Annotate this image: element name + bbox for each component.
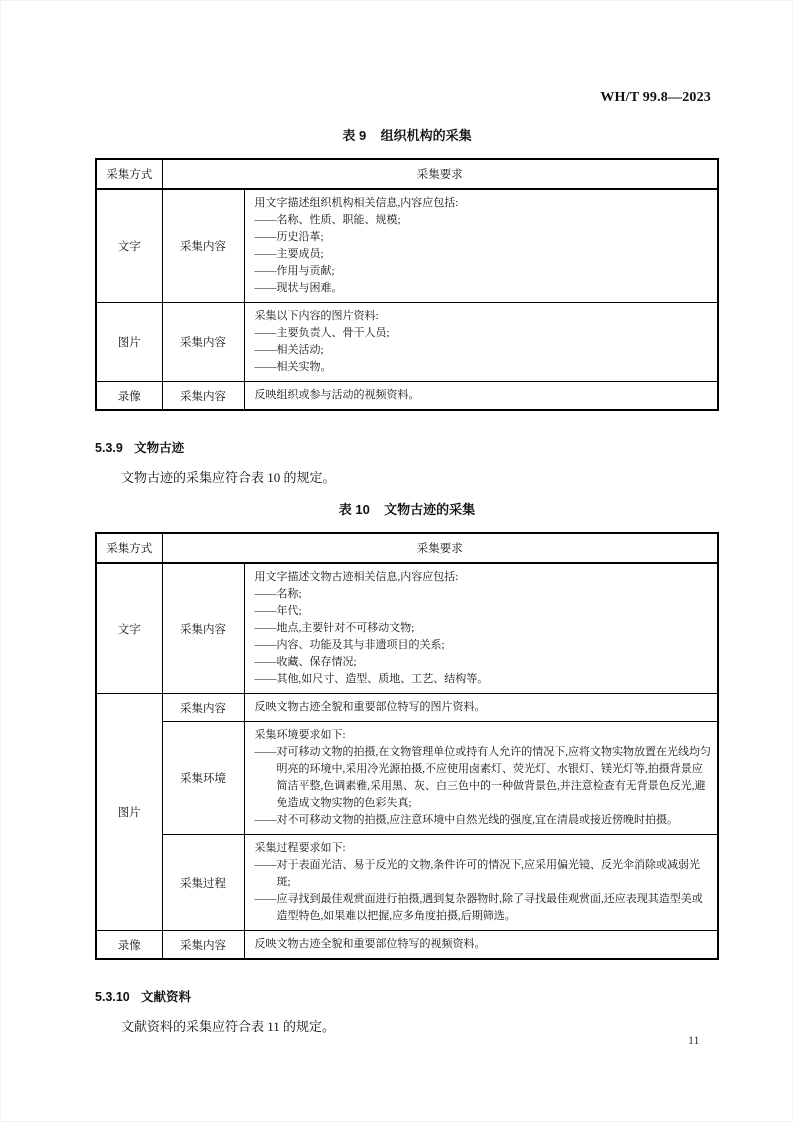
content-line: 采集过程要求如下: [254,842,346,854]
table-header-row [96,159,718,189]
standard-code: WH/T 99.8—2023 [600,90,711,105]
method-cell: 图片 [96,694,162,931]
aspect-cell: 采集过程 [162,835,244,931]
page-content [95,0,719,1036]
content-line: ——对不可移动文物的拍摄,应注意环境中自然光线的强度,宜在清晨或接近傍晚时拍摄。 [254,814,678,826]
aspect-cell: 采集内容 [162,563,244,694]
table-header-row [96,533,718,563]
column-header-method: 采集方式 [96,159,162,189]
section-title: 文献资料 [141,990,192,1004]
content-line: ——主要成员; [254,248,324,260]
table9-title [95,127,719,145]
aspect-cell: 采集内容 [162,382,244,411]
method-cell: 文字 [96,189,162,303]
content-line: 用文字描述组织机构相关信息,内容应包括: [254,197,459,209]
content-line: ——地点,主要针对不可移动文物; [254,622,415,634]
content-line: ——内容、功能及其与非遗项目的关系; [254,639,445,651]
table10-title-label: 表 10 [338,502,370,517]
table-body [96,189,718,410]
table-row [96,694,718,722]
table-row [96,931,718,960]
table-row [96,835,718,931]
table10-collection-of-cultural-relics [95,532,719,960]
section-number: 5.3.9 [95,441,123,455]
content-cell [244,694,718,722]
content-line: 反映文物古迹全貌和重要部位特写的图片资料。 [254,701,486,713]
table9-collection-of-organizations [95,158,719,411]
content-cell [244,303,718,382]
content-cell [244,189,718,303]
aspect-cell: 采集内容 [162,694,244,722]
content-cell [244,722,718,835]
content-line: ——名称、性质、职能、规模; [254,214,401,226]
table-row [96,722,718,835]
table-header [96,533,718,563]
content-line: ——名称; [254,588,302,600]
table9-title-label: 表 9 [342,128,367,143]
content-cell [244,835,718,931]
content-line: ——对可移动文物的拍摄,在文物管理单位或持有人允许的情况下,应将文物实物放置在光线均匀明亮的环境中,采用冷光源拍摄,不应使用卤素灯、荧光灯、水银灯、镁光灯等,拍摄背景应简洁平整,色调素雅,采用黑、灰、白三色中的一种做背景色,并注意检查有无背景色反光,避免造成文物实物的色彩失真; [254,746,711,809]
content-line: ——应寻找到最佳观赏面进行拍摄,遇到复杂器物时,除了寻找最佳观赏面,还应表现其造型美或造型特色,如果难以把握,应多角度拍摄,后期筛选。 [254,893,703,922]
content-line: ——收藏、保存情况; [254,656,357,668]
content-line: 采集环境要求如下: [254,729,346,741]
page-number: 11 [688,1033,700,1047]
content-line: ——现状与困难。 [254,282,343,294]
method-cell: 图片 [96,303,162,382]
content-line: 反映文物古迹全貌和重要部位特写的视频资料。 [254,938,486,950]
content-cell [244,563,718,694]
content-line: ——其他,如尺寸、造型、质地、工艺、结构等。 [254,673,489,685]
content-line: ——相关实物。 [254,361,332,373]
column-header-requirement: 采集要求 [162,533,718,563]
content-line: ——对于表面光洁、易于反光的文物,条件许可的情况下,应采用偏光镜、反光伞消除或减弱光斑; [254,859,700,888]
content-cell [244,382,718,411]
content-line: ——年代; [254,605,302,617]
content-line: ——作用与贡献; [254,265,335,277]
aspect-cell: 采集内容 [162,303,244,382]
table-row [96,189,718,303]
table-row [96,303,718,382]
content-line: 用文字描述文物古迹相关信息,内容应包括: [254,571,459,583]
column-header-requirement: 采集要求 [162,159,718,189]
section-paragraph-5-3-10: 文献资料的采集应符合表 11 的规定。 [121,1019,336,1034]
aspect-cell: 采集内容 [162,931,244,960]
method-cell: 录像 [96,382,162,411]
content-cell [244,931,718,960]
section-paragraph-5-3-9: 文物古迹的采集应符合表 10 的规定。 [121,470,336,485]
section-title: 文物古迹 [134,441,185,455]
table-header [96,159,718,189]
content-line: 反映组织或参与活动的视频资料。 [254,389,420,401]
section-heading-5-3-9 [95,440,719,456]
column-header-method: 采集方式 [96,533,162,563]
table9-title-text: 组织机构的采集 [380,128,472,143]
aspect-cell: 采集环境 [162,722,244,835]
aspect-cell: 采集内容 [162,189,244,303]
section-heading-5-3-10 [95,989,719,1005]
method-cell: 录像 [96,931,162,960]
table-row [96,563,718,694]
content-line: ——相关活动; [254,344,324,356]
method-cell: 文字 [96,563,162,694]
table-body [96,563,718,959]
content-line: ——历史沿革; [254,231,324,243]
section-number: 5.3.10 [95,990,130,1004]
table10-title-text: 文物古迹的采集 [384,502,476,517]
content-line: ——主要负责人、骨干人员; [254,327,390,339]
table-row [96,382,718,411]
content-line: 采集以下内容的图片资料: [254,310,379,322]
table10-title [95,501,719,519]
